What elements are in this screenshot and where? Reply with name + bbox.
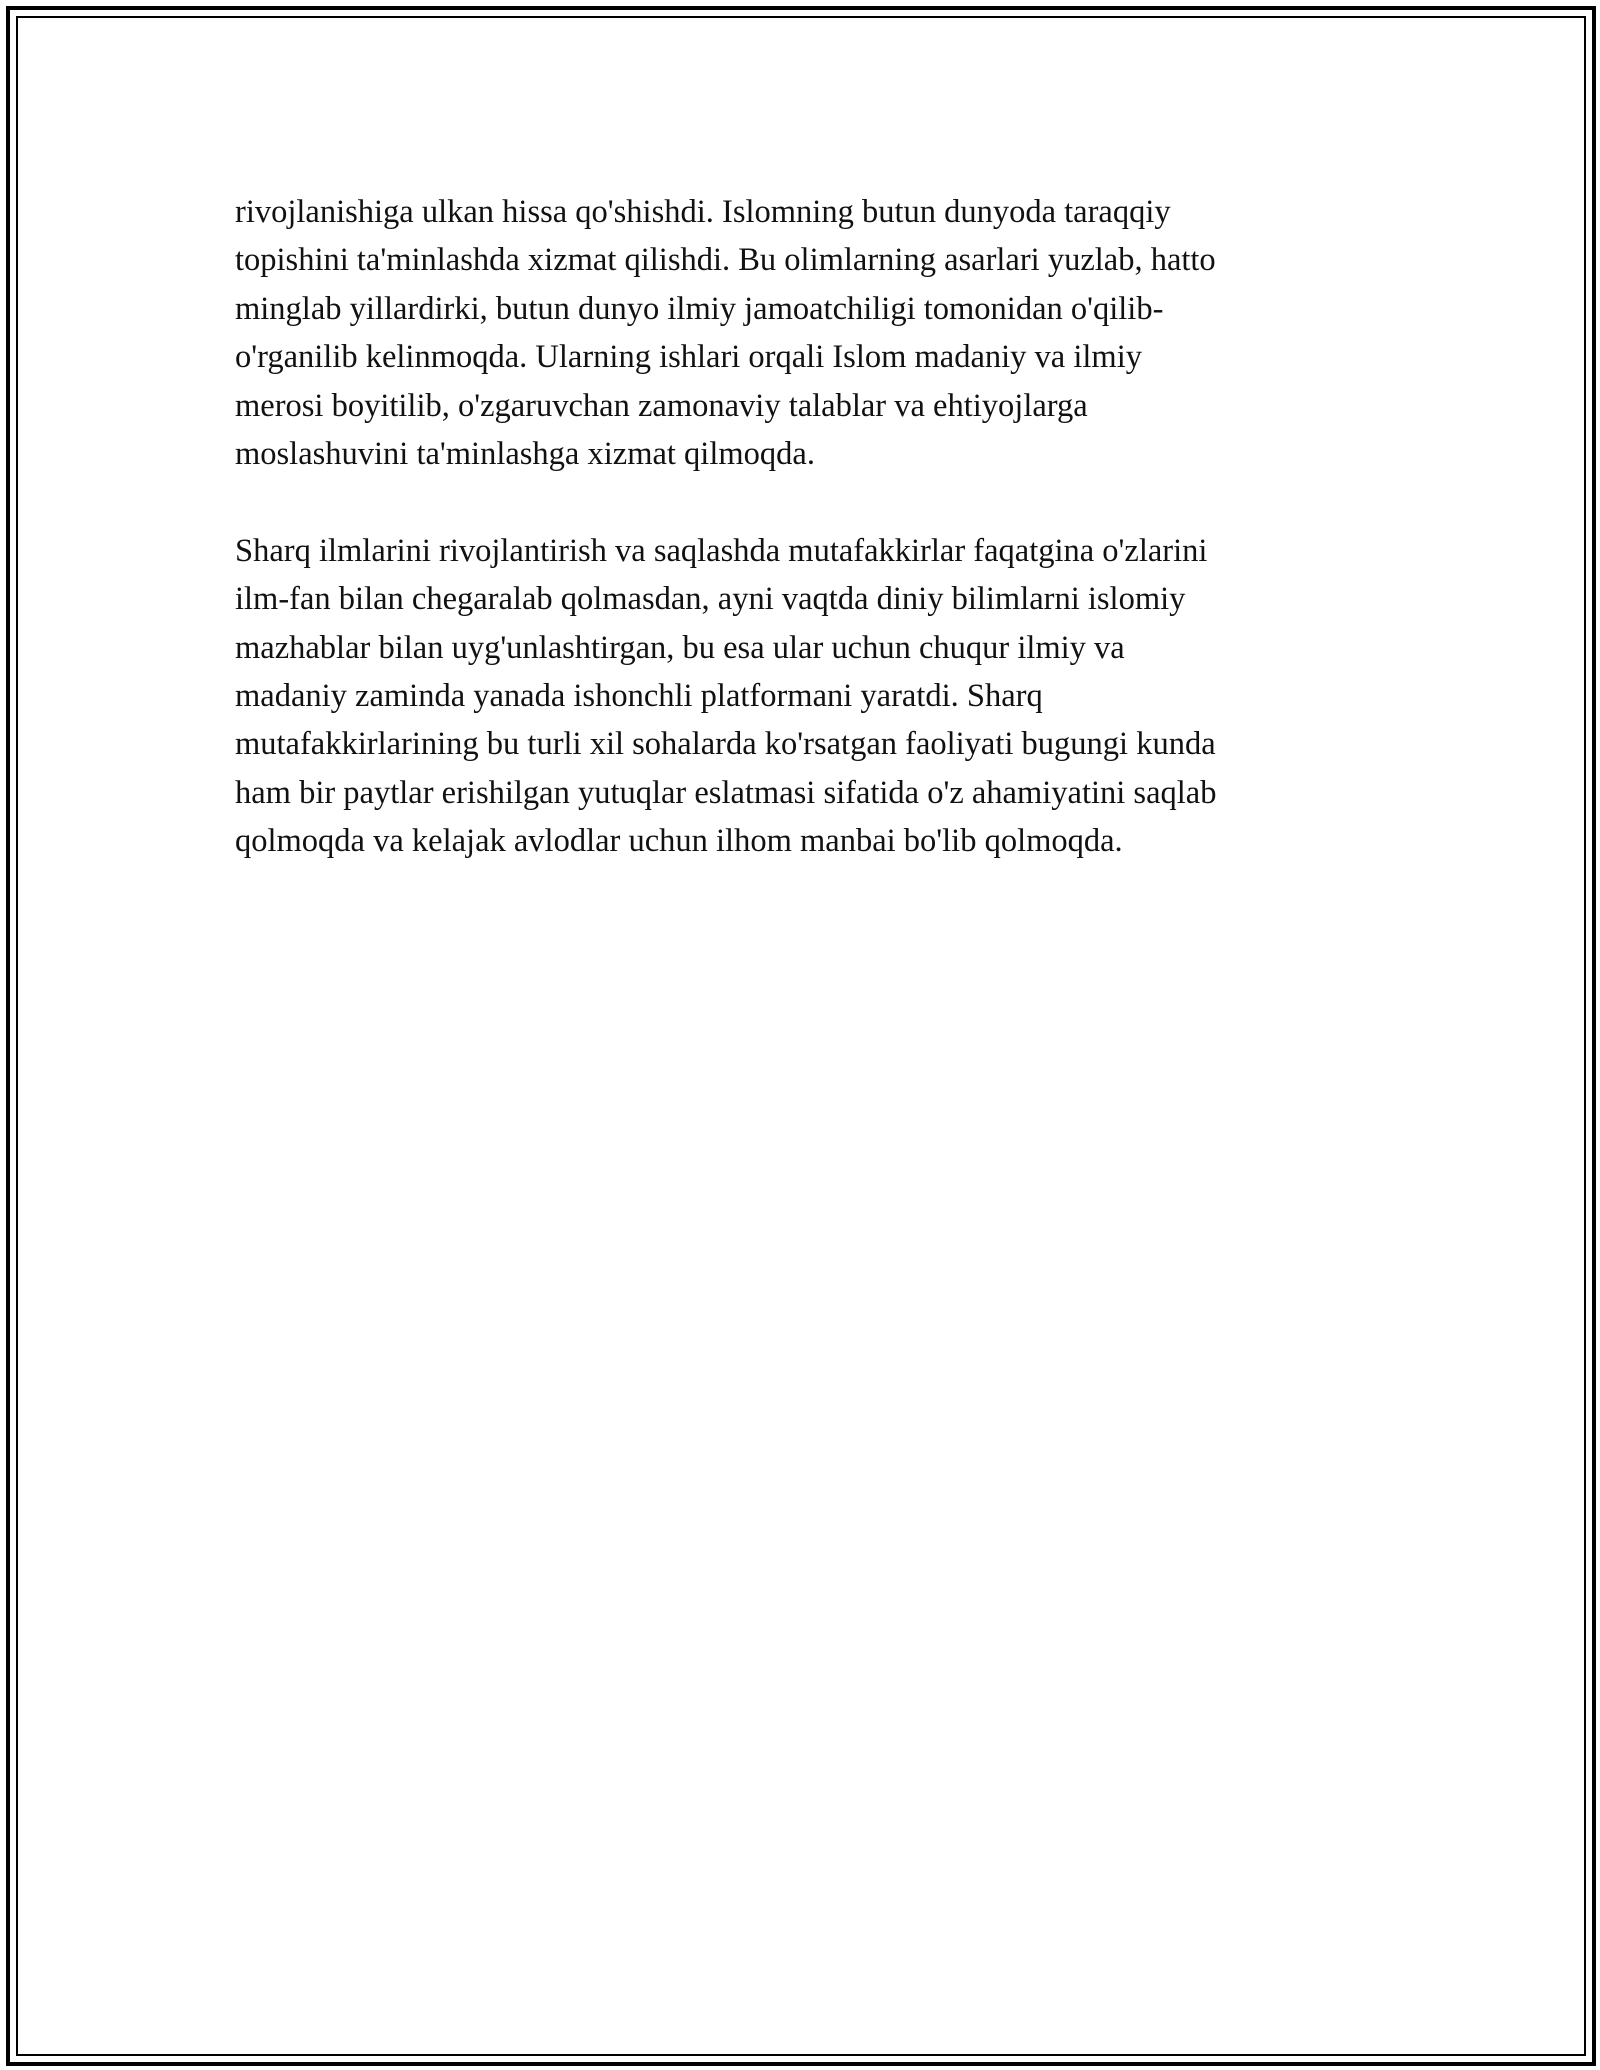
text-line: minglab yillardirki, butun dunyo ilmiy jamoatchiligi tomonidan o'qilib-	[235, 290, 1164, 327]
document-body	[235, 188, 1365, 866]
text-line: Sharq ilmlarini rivojlantirish va saqlashda mutafakkirlar faqatgina o'zlarini	[235, 532, 1208, 569]
text-line: merosi boyitilib, o'zgaruvchan zamonaviy talablar va ehtiyojlarga	[235, 387, 1088, 424]
paragraph-1	[235, 188, 1365, 478]
text-line: mutafakkirlarining bu turli xil sohalarda ko'rsatgan faoliyati bugungi kunda	[235, 726, 1216, 763]
text-line: rivojlanishiga ulkan hissa qo'shishdi. Islomning butun dunyoda taraqqiy	[235, 194, 1171, 230]
text-line: o'rganilib kelinmoqda. Ularning ishlari orqali Islom madaniy va ilmiy	[235, 339, 1142, 376]
text-line: ham bir paytlar erishilgan yutuqlar eslatmasi sifatida o'z ahamiyatini saqlab	[235, 774, 1217, 811]
text-line: topishini ta'minlashda xizmat qilishdi. Bu olimlarning asarlari yuzlab, hatto	[235, 242, 1216, 279]
text-line: moslashuvini ta'minlashga xizmat qilmoqda.	[235, 436, 815, 473]
paragraph-spacer	[235, 478, 1365, 526]
text-line: ilm-fan bilan chegaralab qolmasdan, ayni vaqtda diniy bilimlarni islomiy	[235, 581, 1186, 618]
text-line: madaniy zaminda yanada ishonchli platformani yaratdi. Sharq	[235, 678, 1043, 715]
text-line: mazhablar bilan uyg'unlashtirgan, bu esa ular uchun chuqur ilmiy va	[235, 629, 1125, 666]
paragraph-2	[235, 527, 1365, 866]
text-line: qolmoqda va kelajak avlodlar uchun ilhom manbai bo'lib qolmoqda.	[235, 823, 1123, 860]
